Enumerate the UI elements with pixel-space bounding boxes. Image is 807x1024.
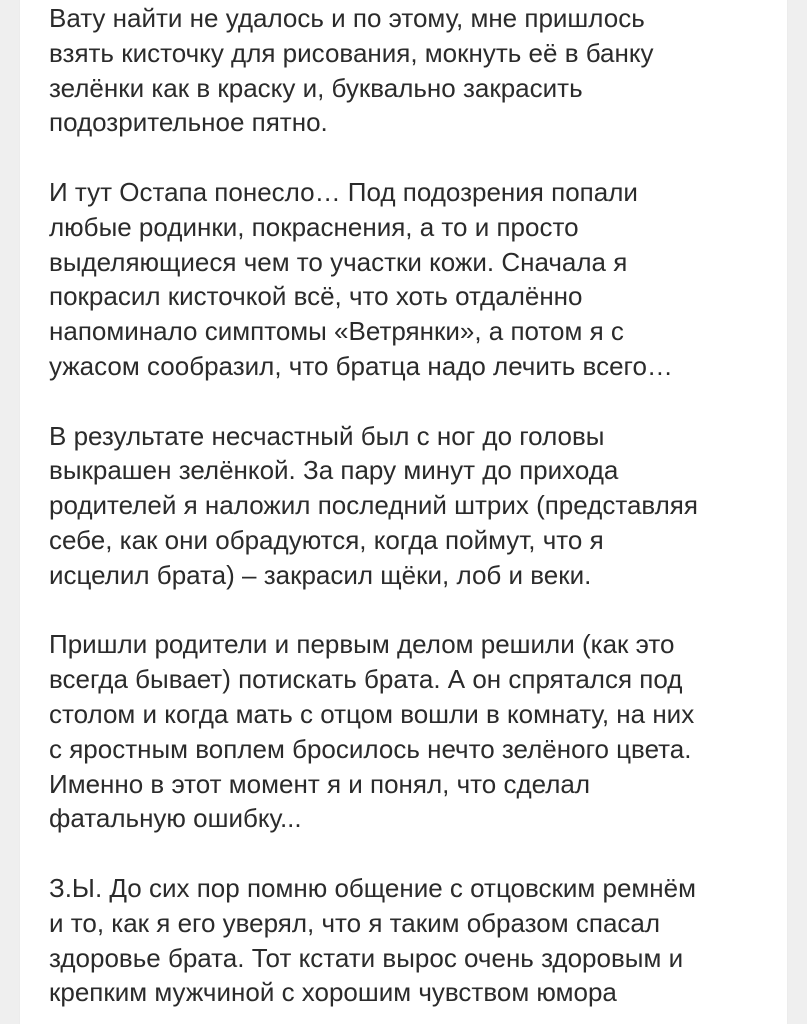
text-line: выкрашен зелёнкой. За пару минут до прихода	[49, 455, 619, 486]
text-line: себе, как они обрадуются, когда поймут, что я	[49, 524, 604, 555]
text-line: всегда бывает) потискать брата. А он спрятался под	[49, 664, 683, 695]
text-line: Вату найти не удалось и по этому, мне пришлось	[49, 3, 645, 33]
text-line: взять кисточку для рисования, мокнуть её в банку	[49, 37, 654, 68]
text-line: И тут Остапа понесло… Под подозрения попали	[49, 176, 638, 207]
paragraph-3	[49, 419, 784, 593]
text-line: Пришли родители и первым делом решили (как это	[49, 629, 675, 660]
post-text	[49, 1, 784, 1024]
text-line: фатальную ошибку...	[49, 803, 302, 834]
paragraph-4	[49, 627, 784, 836]
text-line: зелёнки как в краску и, буквально закрасить	[49, 72, 583, 103]
text-line: ужасом сообразил, что братца надо лечить всего…	[49, 350, 673, 381]
post-card	[20, 0, 787, 1024]
text-line: покрасил кисточкой всё, что хоть отдалённо	[49, 281, 583, 312]
text-line: Именно в этот момент я и понял, что сделал	[49, 768, 591, 799]
text-line: родителей я наложил последний штрих (представляя	[49, 490, 698, 521]
paragraph-5	[49, 871, 784, 1010]
text-line: напоминало симптомы «Ветрянки», а потом я с	[49, 316, 624, 347]
text-line: выделяющиеся чем то участки кожи. Сначала я	[49, 246, 628, 277]
text-line: здоровье брата. Тот кстати вырос очень здоровым и	[49, 942, 684, 973]
text-line: исцелил брата) – закрасил щёки, лоб и веки.	[49, 559, 592, 590]
text-line: столом и когда мать с отцом вошли в комнату, на них	[49, 698, 695, 729]
text-line: любые родинки, покраснения, а то и просто	[49, 211, 579, 242]
text-line: В результате несчастный был с ног до головы	[49, 420, 605, 451]
text-line: крепким мужчиной с хорошим чувством юмора	[49, 977, 617, 1008]
text-line: с яростным воплем бросилось нечто зелёного цвета.	[49, 733, 692, 764]
text-line: и то, как я его уверял, что я таким образом спасал	[49, 907, 661, 938]
text-line: З.Ы. До сих пор помню общение с отцовским ремнём	[49, 872, 697, 903]
text-line: подозрительное пятно.	[49, 107, 328, 138]
paragraph-2	[49, 175, 784, 384]
paragraph-1	[49, 1, 784, 140]
